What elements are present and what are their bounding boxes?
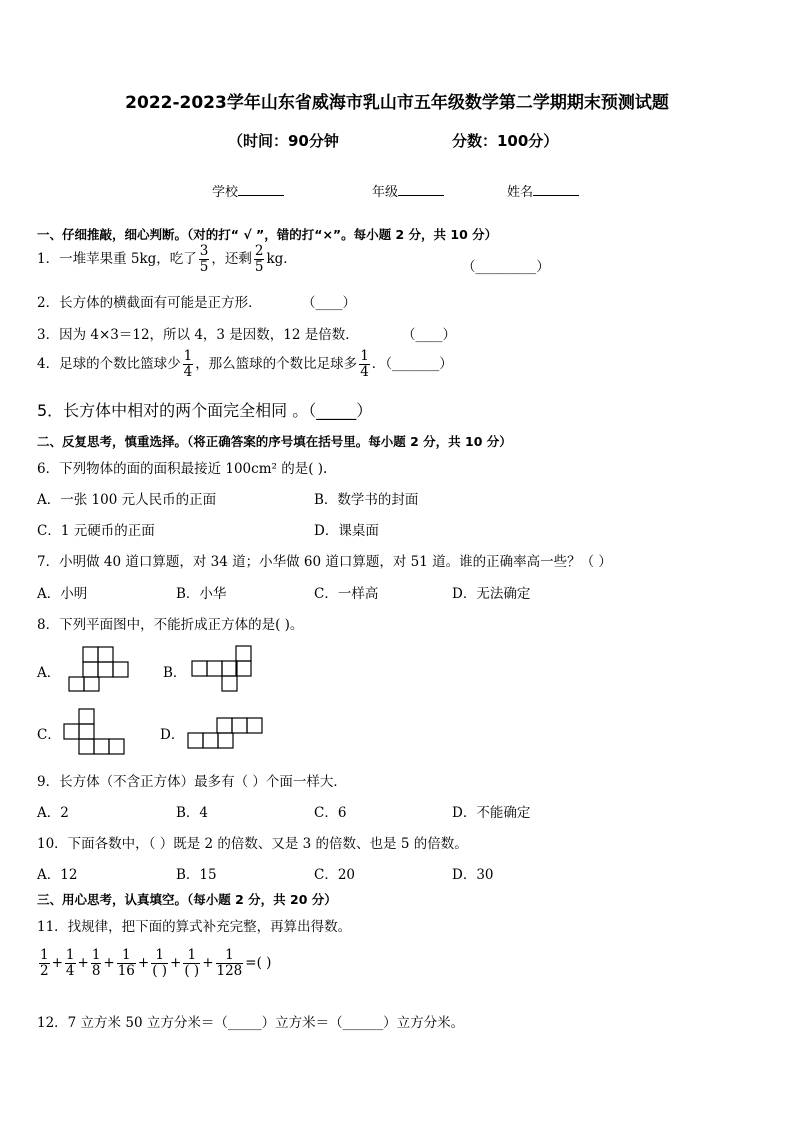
answer-2: （____） [302,295,356,311]
q6-option-a: A．一张 100 元人民币的正面 [37,492,217,508]
q8-label-a: A． [37,665,61,681]
cube-net-b [191,645,253,692]
q11-frac: $\frac{1}{16}$ [117,947,135,979]
question-7: 7．小明做 40 道口算题，对 34 道；小华做 60 道口算题，对 51 道。谁的正确率高一些？（ ） [37,554,612,570]
q8-label-c: C． [37,727,61,743]
q9-option-d: D．不能确定 [452,805,531,821]
cube-net-a [68,646,130,692]
q9-option-c: C．6 [314,805,347,821]
q10-option-c: C．20 [314,867,356,883]
section3-heading: 三、用心思考，认真填空。（每小题 2 分，共 20 分） [37,892,337,907]
q11-frac: $\frac{1}{( )}$ [152,947,168,979]
q6-option-d: D．课桌面 [314,523,379,539]
q11-frac: $\frac{1}{2}$ [40,947,49,979]
q10-option-d: D．30 [452,867,494,883]
question-5: 5．长方体中相对的两个面完全相同 。（_____） [37,401,373,420]
page-title: 2022-2023学年山东省威海市乳山市五年级数学第二学期期末预测试题 [125,93,669,113]
question-2: 2．长方体的横截面有可能是正方形． [37,295,262,311]
cube-net-d [187,717,263,750]
q7-option-a: A．小明 [37,586,88,602]
question-3: 3．因为 4×3＝12，所以 4，3 是因数，12 是倍数． [37,327,359,343]
school-label: 学校 [212,185,239,200]
question-10: 10．下面各数中，（ ）既是 2 的倍数、又是 3 的倍数、也是 5 的倍数。 [37,836,468,852]
grade-field [372,181,444,200]
exam-time: （时间：90分钟 [228,132,339,150]
q6-option-b: B．数学书的封面 [314,492,419,508]
section1-heading: 一、仔细推敲，细心判断。（对的打“ √ ”，错的打“×”。每小题 2 分，共 10 分） [37,227,498,242]
q10-option-b: B．15 [176,867,217,883]
answer-3: （____） [402,327,456,343]
q10-option-a: A．12 [37,867,78,883]
cube-net-c [63,708,125,755]
q11-frac: $\frac{1}{4}$ [65,947,75,979]
name-field [507,181,579,200]
question-4: 4．足球的个数比篮球少 $\frac{1}{4}$ ，那么篮球的个数比足球多 $\frac{1}{4}$ ．（_______） [37,348,453,380]
answer-1: （_________） [462,259,550,275]
question-9: 9．长方体（不含正方体）最多有（ ）个面一样大． [37,774,347,790]
q7-option-c: C．一样高 [314,586,379,602]
question-6: 6．下列物体的面的面积最接近 100cm² 的是( ). [37,461,328,477]
q7-option-d: D．无法确定 [452,586,531,602]
q11-expression: $\frac{1}{2}$ + $\frac{1}{4}$ + $\frac{1}{8}$ + $\frac{1}{16}$ + $\frac{1}{( )}$ + $\frac{1}{( )}$ + $\frac{1}{128}$ =( ) [40,947,272,979]
q7-option-b: B．小华 [176,586,227,602]
q6-option-c: C．1 元硬币的正面 [37,523,155,539]
question-8: 8．下列平面图中，不能折成正方体的是( )。 [37,617,304,633]
question-11: 11．找规律，把下面的算式补充完整，再算出得数。 [37,919,352,935]
exam-score: 分数：100分） [452,132,559,150]
name-label: 姓名 [507,185,534,200]
q11-frac: $\frac{1}{( )}$ [184,947,200,979]
school-field [212,181,284,200]
q8-label-d: D． [160,727,185,743]
question-1: 1．一堆苹果重 5kg，吃了 $\frac{3}{5}$ ，还剩 $\frac{2}{5}$ kg． [37,243,297,275]
grade-label: 年级 [372,185,399,200]
q9-option-b: B．4 [176,805,209,821]
q8-label-b: B． [163,665,187,681]
question-12: 12．7 立方米 50 立方分米＝（_____）立方米＝（______）立方分米。 [37,1015,465,1031]
q11-frac: $\frac{1}{128}$ [216,947,243,979]
q9-option-a: A．2 [37,805,69,821]
section2-heading: 二、反复思考，慎重选择。（将正确答案的序号填在括号里。每小题 2 分，共 10 分） [37,434,512,449]
q11-frac: $\frac{1}{8}$ [91,947,101,979]
